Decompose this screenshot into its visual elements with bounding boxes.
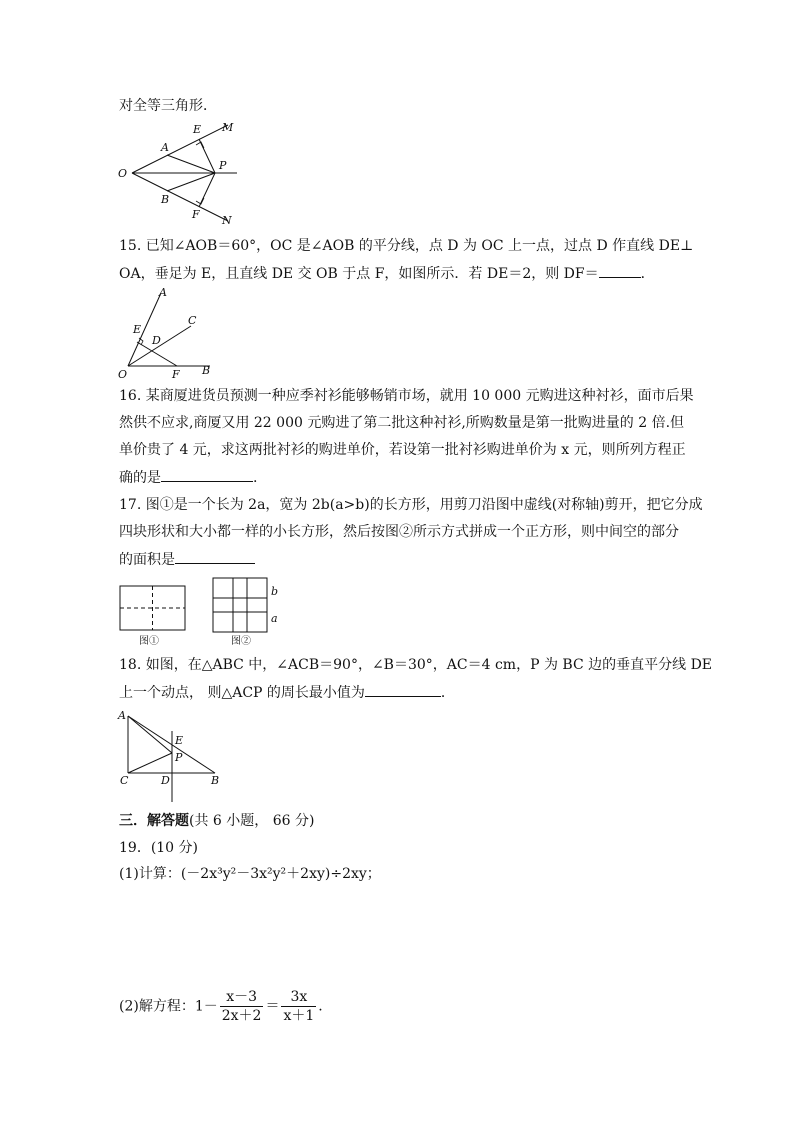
q18-line2 bbox=[119, 682, 455, 703]
figure-q17 bbox=[115, 574, 290, 650]
fraction-1-numerator: x－3 bbox=[220, 988, 264, 1007]
label-P: P bbox=[219, 159, 227, 172]
label-B: B bbox=[211, 774, 220, 787]
label-A: A bbox=[118, 709, 126, 722]
label-D: D bbox=[152, 334, 161, 347]
q15-end: ． bbox=[640, 266, 655, 282]
q19-part1: (1)计算：(－2x³y²－3x²y²＋2xy)÷2xy； bbox=[119, 866, 381, 882]
fig2-caption: 图② bbox=[231, 636, 251, 647]
answer-blank bbox=[161, 467, 253, 482]
label-O: O bbox=[118, 368, 128, 381]
answer-blank bbox=[175, 549, 255, 564]
q18-end: ． bbox=[440, 685, 455, 701]
figure-q14 bbox=[115, 118, 255, 230]
section3-heading bbox=[119, 811, 314, 831]
q17-line2: 四块形状和大小都一样的小长方形，然后按图②所示方式拼成一个正方形，则中间空的部分 bbox=[119, 524, 679, 540]
fraction-1-denominator: 2x＋2 bbox=[221, 1008, 262, 1024]
q16-line3: 单价贵了 4 元，求这两批衬衫的购进单价，若设第一批衬衫购进单价为 x 元，则所列方程正 bbox=[119, 442, 686, 458]
q19-part2 bbox=[119, 988, 323, 1025]
label-B: B bbox=[161, 193, 170, 206]
label-A: A bbox=[161, 141, 169, 154]
fraction-1 bbox=[220, 988, 264, 1025]
label-b: b bbox=[271, 585, 279, 598]
label-C: C bbox=[188, 314, 197, 327]
fraction-2 bbox=[281, 988, 316, 1025]
figure-q15 bbox=[115, 286, 225, 381]
q15-line1: 15. 已知∠AOB＝60°，OC 是∠AOB 的平分线，点 D 为 OC 上一点，过点 D 作直线 DE⊥ bbox=[119, 238, 694, 254]
label-A: A bbox=[159, 286, 167, 299]
figure-q18 bbox=[115, 706, 230, 806]
q15-line2 bbox=[119, 263, 655, 284]
answer-blank bbox=[599, 263, 641, 278]
q18-line2-text: 上一个动点， 则△ACP 的周长最小值为 bbox=[119, 685, 365, 701]
label-F: F bbox=[192, 208, 200, 221]
q16-line2: 然供不应求,商厦又用 22 000 元购进了第二批这种衬衫,所购数量是第一批购进量的 2 倍.但 bbox=[119, 415, 685, 431]
label-N: N bbox=[222, 214, 232, 227]
equals-sign: ＝ bbox=[265, 998, 280, 1015]
label-E: E bbox=[133, 323, 142, 336]
section3-title: 三．解答题 bbox=[119, 813, 189, 829]
fraction-2-denominator: x＋1 bbox=[283, 1008, 315, 1024]
label-O: O bbox=[118, 167, 128, 180]
q16-line4 bbox=[119, 467, 257, 488]
label-F: F bbox=[172, 368, 180, 381]
label-P: P bbox=[175, 751, 183, 764]
q15-line2-text: OA，垂足为 E，且直线 DE 交 OB 于点 F，如图所示．若 DE＝2，则 DF＝ bbox=[119, 266, 599, 282]
q19-part2-prefix: (2)解方程：1－ bbox=[119, 998, 218, 1015]
q17-line3 bbox=[119, 549, 255, 570]
answer-blank bbox=[365, 682, 441, 697]
q17-line3-text: 的面积是 bbox=[119, 552, 175, 568]
q16-line4-text: 确的是 bbox=[119, 470, 161, 486]
q18-line1: 18. 如图，在△ABC 中，∠ACB＝90°，∠B＝30°，AC＝4 cm，P 为 BC 边的垂直平分线 DE bbox=[119, 657, 713, 673]
q16-line1: 16. 某商厦进货员预测一种应季衬衫能够畅销市场，就用 10 000 元购进这种衬衫，面市后果 bbox=[119, 388, 694, 404]
section3-detail: (共 6 小题， 66 分) bbox=[189, 813, 315, 829]
q19-end: . bbox=[318, 998, 323, 1015]
q16-end: . bbox=[253, 470, 258, 486]
label-B: B bbox=[202, 364, 211, 377]
label-E: E bbox=[193, 123, 202, 136]
fraction-2-numerator: 3x bbox=[281, 988, 316, 1007]
intro-tail-text: 对全等三角形． bbox=[119, 98, 217, 114]
label-E: E bbox=[175, 734, 184, 747]
label-a: a bbox=[271, 612, 278, 625]
fig1-caption: 图① bbox=[139, 636, 159, 647]
label-D: D bbox=[161, 774, 170, 787]
q17-line1: 17. 图①是一个长为 2a，宽为 2b(a>b)的长方形，用剪刀沿图中虚线(对称轴)剪开，把它分成 bbox=[119, 497, 703, 513]
q19-header: 19．(10 分) bbox=[119, 840, 199, 856]
label-C: C bbox=[120, 774, 129, 787]
label-M: M bbox=[222, 121, 234, 134]
